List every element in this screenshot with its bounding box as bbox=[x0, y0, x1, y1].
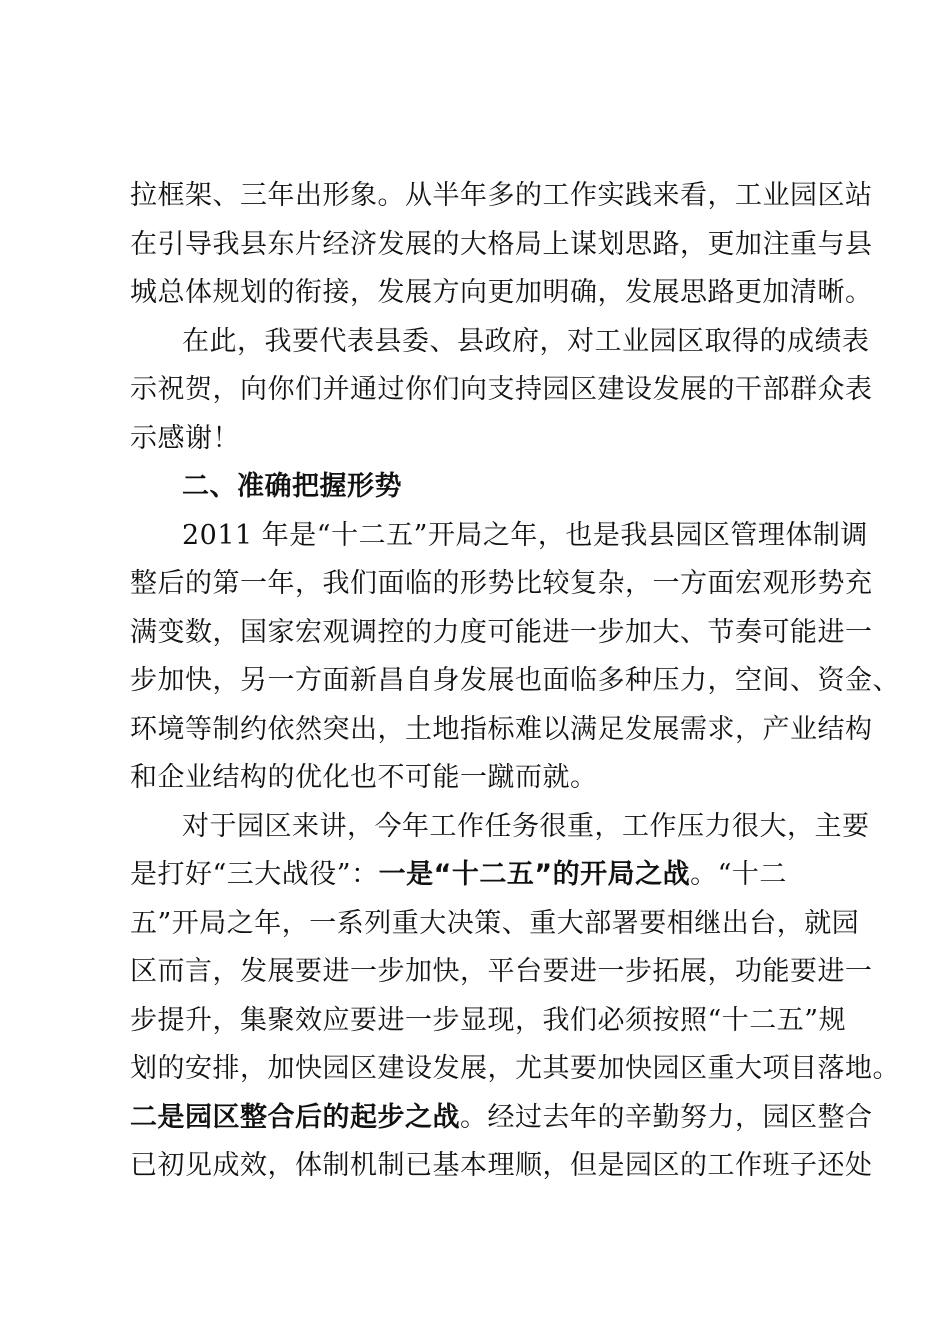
inline-text: 。“十二 bbox=[690, 859, 787, 890]
paragraph-line: 满变数，国家宏观调控的力度可能进一步加大、节奏可能进一 bbox=[130, 616, 873, 648]
paragraph-line: 城总体规划的衔接，发展方向更加明确，发展思路更加清晰。 bbox=[130, 277, 873, 308]
paragraph-line: 对于园区来讲，今年工作任务很重，工作压力很大，主要 bbox=[182, 810, 870, 842]
paragraph-line bbox=[130, 851, 850, 900]
paragraph-line: 在引导我县东片经济发展的大格局上谋划思路，更加注重与县 bbox=[130, 228, 873, 260]
bold-inline-text: 二是园区整合后的起步之战 bbox=[130, 1101, 460, 1133]
paragraph-line: 步加快，另一方面新昌自身发展也面临多种压力，空间、资金、 bbox=[130, 665, 900, 696]
document-body bbox=[130, 172, 900, 1191]
paragraph-line: 区而言，发展要进一步加快，平台要进一步拓展，功能要进一 bbox=[130, 956, 873, 987]
section-heading: 二、准确把握形势 bbox=[182, 471, 402, 502]
paragraph-line: 整后的第一年，我们面临的形势比较复杂，一方面宏观形势充 bbox=[130, 568, 873, 599]
bold-inline-text: 一是“十二五”的开局之战 bbox=[378, 859, 691, 890]
paragraph-line: 示祝贺，向你们并通过你们向支持园区建设发展的干部群众表 bbox=[130, 374, 873, 405]
paragraph-line: 在此，我要代表县委、县政府，对工业园区取得的成绩表 bbox=[182, 325, 870, 357]
inline-text: 。经过去年的辛勤努力，园区整合 bbox=[460, 1101, 873, 1133]
paragraph-line: 2011 年是“十二五”开局之年，也是我县园区管理体制调 bbox=[182, 519, 868, 551]
paragraph-line: 步提升，集聚效应要进一步显现，我们必须按照“十二五”规 bbox=[130, 1004, 847, 1036]
paragraph-line: 拉框架、三年出形象。从半年多的工作实践来看，工业园区站 bbox=[130, 180, 873, 211]
inline-text: 是打好“三大战役”： bbox=[130, 859, 379, 890]
paragraph-line: 已初见成效，体制机制已基本理顺，但是园区的工作班子还处 bbox=[130, 1150, 873, 1181]
paragraph-line: 划的安排，加快园区建设发展，尤其要加快园区重大项目落地。 bbox=[130, 1053, 900, 1084]
paragraph-line: 环境等制约依然突出，土地指标难以满足发展需求，产业结构 bbox=[130, 713, 873, 745]
paragraph-line bbox=[130, 1094, 873, 1143]
paragraph-line: 五”开局之年，一系列重大决策、重大部署要相继出台，就园 bbox=[130, 907, 860, 939]
paragraph-line: 示感谢！ bbox=[130, 422, 240, 454]
paragraph-line: 和企业结构的优化也不可能一蹴而就。 bbox=[130, 762, 598, 793]
